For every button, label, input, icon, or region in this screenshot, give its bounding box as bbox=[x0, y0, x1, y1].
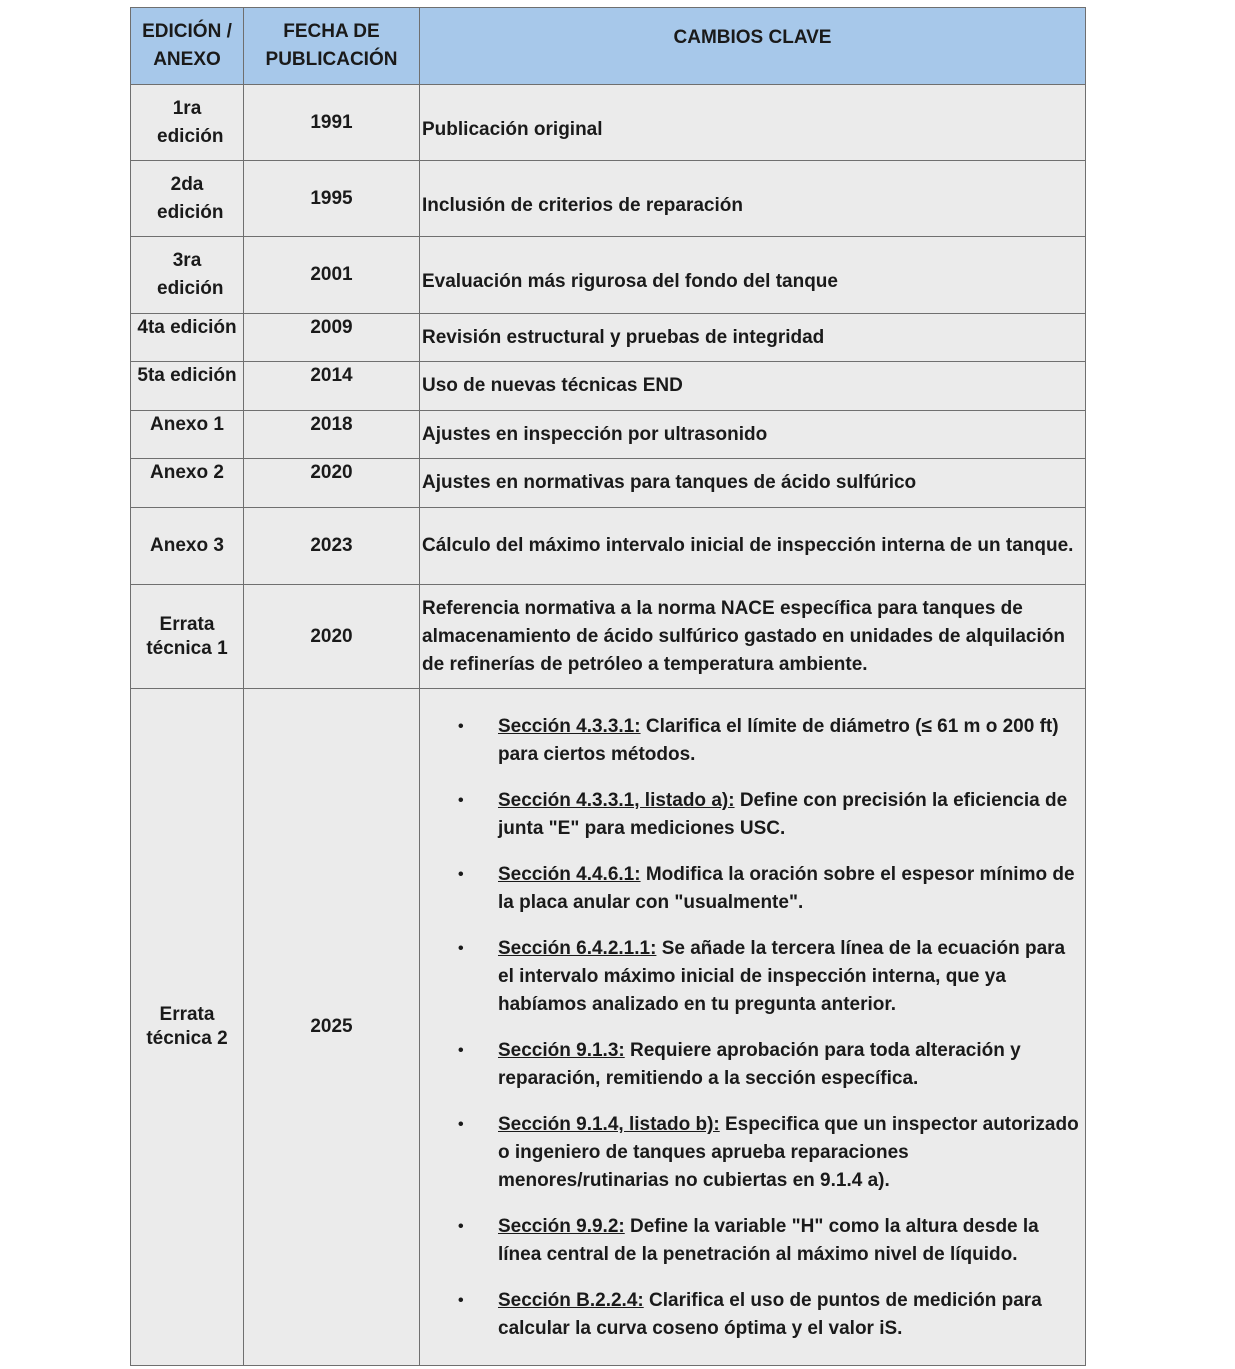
bullet-icon: • bbox=[458, 1042, 464, 1059]
date-cell: 2009 bbox=[244, 314, 420, 362]
bullet-icon: • bbox=[458, 792, 464, 809]
item-text: Define con precisión la eficiencia de junta "E" para mediciones USC. bbox=[498, 790, 1068, 839]
table-row bbox=[131, 237, 1086, 314]
header-row bbox=[131, 8, 1086, 85]
changes-cell: Cálculo del máximo intervalo inicial de inspección interna de un tanque. bbox=[420, 508, 1086, 585]
changes-cell: Referencia normativa a la norma NACE específica para tanques de almacenamiento de ácido sulfúrico gastado en unidades de alquilación de refinerías de petróleo a temperatura ambiente. bbox=[420, 585, 1086, 689]
edition-cell: 2da edición bbox=[131, 161, 244, 237]
edition-cell: Errata técnica 1 bbox=[131, 585, 244, 689]
bullet-icon: • bbox=[458, 940, 464, 957]
edition-cell: Errata técnica 2 bbox=[131, 689, 244, 1366]
list-item bbox=[458, 1111, 1079, 1195]
changes-cell: Ajustes en normativas para tanques de ácido sulfúrico bbox=[420, 459, 1086, 508]
section-ref: Sección 4.3.3.1: bbox=[498, 716, 641, 737]
changes-cell: Uso de nuevas técnicas END bbox=[420, 362, 1086, 411]
section-ref: Sección 9.1.3: bbox=[498, 1040, 625, 1061]
edition-cell: Anexo 2 bbox=[131, 459, 244, 508]
changes-cell: Publicación original bbox=[420, 85, 1086, 161]
edition-cell: 1ra edición bbox=[131, 85, 244, 161]
section-ref: Sección 9.1.4, listado b): bbox=[498, 1114, 720, 1135]
edition-cell: 4ta edición bbox=[131, 314, 244, 362]
bullet-icon: • bbox=[458, 718, 464, 735]
changes-cell bbox=[420, 689, 1086, 1366]
section-ref: Sección 9.9.2: bbox=[498, 1216, 625, 1237]
list-item bbox=[458, 713, 1079, 769]
section-ref: Sección B.2.2.4: bbox=[498, 1290, 644, 1311]
list-item bbox=[458, 1287, 1079, 1343]
table-row bbox=[131, 689, 1086, 1366]
changes-cell: Inclusión de criterios de reparación bbox=[420, 161, 1086, 237]
list-item bbox=[458, 935, 1079, 1019]
table-row bbox=[131, 85, 1086, 161]
table-row bbox=[131, 314, 1086, 362]
section-ref: Sección 4.4.6.1: bbox=[498, 864, 641, 885]
date-cell: 2018 bbox=[244, 411, 420, 459]
item-text: Especifica que un inspector autorizado o ingeniero de tanques aprueba reparaciones menores/rutinarias no cubiertas en 9.1.4 a). bbox=[498, 1114, 1079, 1191]
table-row bbox=[131, 362, 1086, 411]
header-changes: CAMBIOS CLAVE bbox=[420, 8, 1086, 85]
bullet-icon: • bbox=[458, 1116, 464, 1133]
item-text: Define la variable "H" como la altura desde la línea central de la penetración al máximo nivel de líquido. bbox=[498, 1216, 1039, 1265]
changes-cell: Revisión estructural y pruebas de integridad bbox=[420, 314, 1086, 362]
section-ref: Sección 4.3.3.1, listado a): bbox=[498, 790, 735, 811]
table-row bbox=[131, 411, 1086, 459]
date-cell: 2020 bbox=[244, 585, 420, 689]
bullet-icon: • bbox=[458, 1292, 464, 1309]
changes-cell: Ajustes en inspección por ultrasonido bbox=[420, 411, 1086, 459]
header-edition: EDICIÓN / ANEXO bbox=[131, 8, 244, 85]
edition-cell: 5ta edición bbox=[131, 362, 244, 411]
bullet-icon: • bbox=[458, 866, 464, 883]
date-cell: 2001 bbox=[244, 237, 420, 314]
edition-cell: 3ra edición bbox=[131, 237, 244, 314]
date-cell: 2023 bbox=[244, 508, 420, 585]
table-row bbox=[131, 161, 1086, 237]
table-row bbox=[131, 459, 1086, 508]
edition-cell: Anexo 1 bbox=[131, 411, 244, 459]
edition-cell: Anexo 3 bbox=[131, 508, 244, 585]
errata-list bbox=[422, 713, 1083, 1343]
section-ref: Sección 6.4.2.1.1: bbox=[498, 938, 657, 959]
list-item bbox=[458, 861, 1079, 917]
bullet-icon: • bbox=[458, 1218, 464, 1235]
list-item bbox=[458, 787, 1079, 843]
editions-table bbox=[130, 7, 1086, 1366]
date-cell: 2014 bbox=[244, 362, 420, 411]
item-text: Clarifica el límite de diámetro (≤ 61 m o 200 ft) para ciertos métodos. bbox=[498, 716, 1059, 765]
item-text: Requiere aprobación para toda alteración y reparación, remitiendo a la sección específica. bbox=[498, 1040, 1021, 1089]
header-date: FECHA DE PUBLICACIÓN bbox=[244, 8, 420, 85]
list-item bbox=[458, 1037, 1079, 1093]
item-text: Se añade la tercera línea de la ecuación para el intervalo máximo inicial de inspección interna, que ya habíamos analizado en tu pregunta anterior. bbox=[498, 938, 1066, 1015]
list-item bbox=[458, 1213, 1079, 1269]
table-row bbox=[131, 508, 1086, 585]
date-cell: 2025 bbox=[244, 689, 420, 1366]
date-cell: 1991 bbox=[244, 85, 420, 161]
date-cell: 1995 bbox=[244, 161, 420, 237]
table-row bbox=[131, 585, 1086, 689]
changes-cell: Evaluación más rigurosa del fondo del tanque bbox=[420, 237, 1086, 314]
item-text: Modifica la oración sobre el espesor mínimo de la placa anular con "usualmente". bbox=[498, 864, 1075, 913]
item-text: Clarifica el uso de puntos de medición para calcular la curva coseno óptima y el valor iS. bbox=[498, 1290, 1042, 1339]
date-cell: 2020 bbox=[244, 459, 420, 508]
